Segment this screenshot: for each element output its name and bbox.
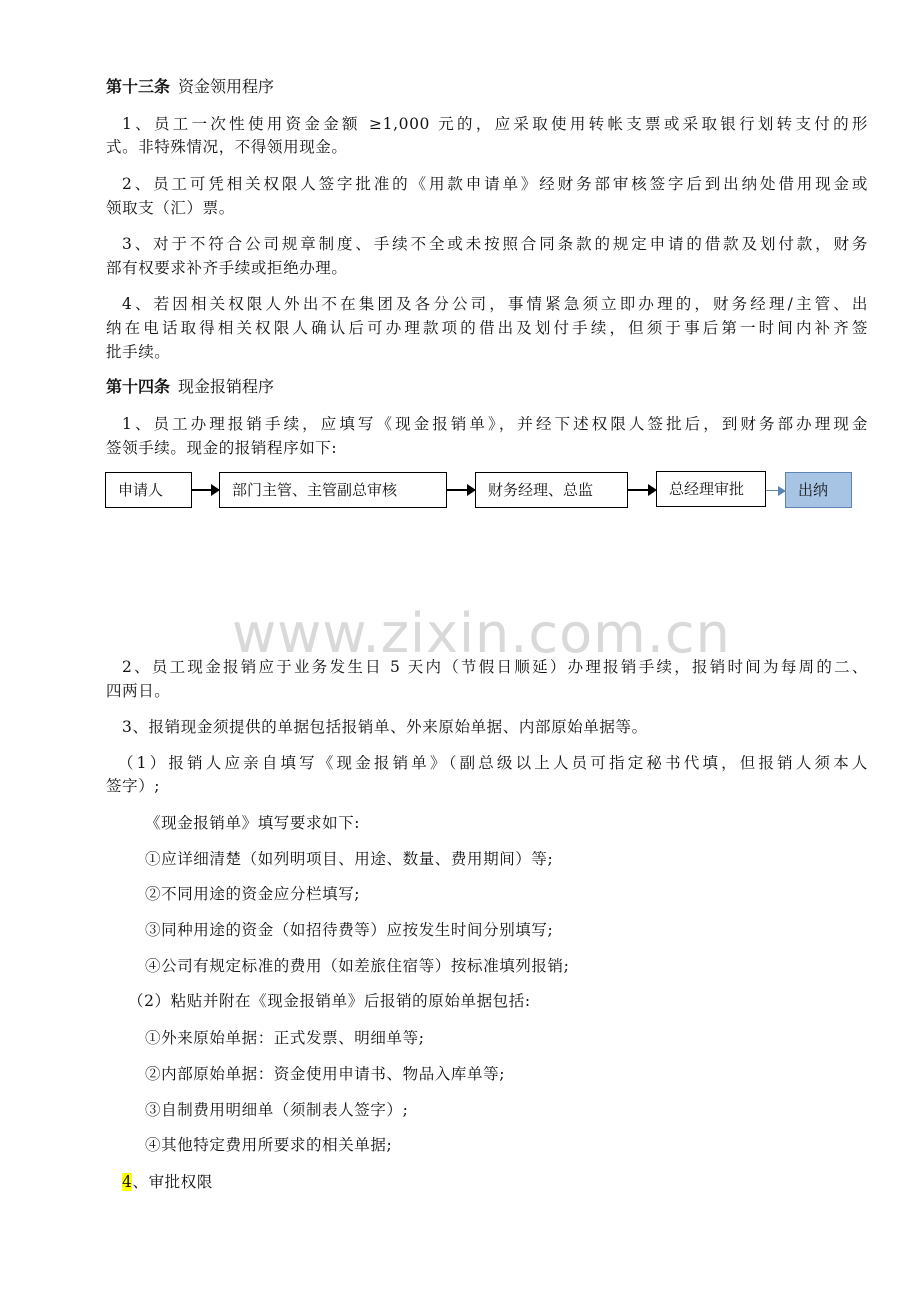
flow-arrow <box>628 489 655 491</box>
paragraph-line: 部有权要求补齐手续或拒绝办理。 <box>106 259 348 277</box>
paragraph-line: 纳在电话取得相关权限人确认后可办理款项的借出及划付手续，但须于事后第一时间内补齐签 <box>106 319 868 337</box>
article-14-label: 第十四条 <box>106 377 171 396</box>
paragraph-line: 3、报销现金须提供的单据包括报销单、外来原始单据、内部原始单据等。 <box>122 718 648 736</box>
section-4-text: 、审批权限 <box>132 1173 213 1191</box>
flow-step-finance: 财务经理、总监 <box>475 472 628 508</box>
paragraph-line: 1、员工办理报销手续，应填写《现金报销单》，并经下述权限人签批后，到财务部办理现金 <box>122 415 868 433</box>
paragraph-line: 4、若因相关权限人外出不在集团及各分公司，事情紧急须立即办理的，财务经理/主管、出 <box>122 295 868 313</box>
list-item: ①外来原始单据：正式发票、明细单等; <box>145 1029 425 1047</box>
paragraph-line: 签字）; <box>106 777 161 795</box>
paragraph-line: （2）粘贴并附在《现金报销单》后报销的原始单据包括: <box>128 992 531 1010</box>
flow-arrow <box>766 490 784 491</box>
list-item: ①应详细清楚（如列明项目、用途、数量、费用期间）等; <box>145 850 554 868</box>
paragraph-line: 《现金报销单》填写要求如下: <box>145 814 361 832</box>
paragraph-line: 式。非特殊情况，不得领用现金。 <box>106 138 348 156</box>
flow-arrow <box>192 489 218 491</box>
article-13-label: 第十三条 <box>106 77 171 96</box>
flow-step-gm-approval: 总经理审批 <box>656 471 766 507</box>
paragraph-line: 领取支（汇）票。 <box>106 199 235 217</box>
watermark: www.zixin.com.cn <box>232 602 731 665</box>
paragraph-line: 3、对于不符合公司规章制度、手续不全或未按照合同条款的规定申请的借款及划付款，财务 <box>122 235 868 253</box>
paragraph-line: 2、员工现金报销应于业务发生日 5 天内（节假日顺延）办理报销手续，报销时间为每周的二、 <box>122 658 868 676</box>
flow-arrow <box>447 489 474 491</box>
paragraph-line: 1、员工一次性使用资金金额 ≥1,000 元的，应采取使用转帐支票或采取银行划转支付的形 <box>122 115 868 133</box>
paragraph-line: 2、员工可凭相关权限人签字批准的《用款申请单》经财务部审核签字后到出纳处借用现金或 <box>122 175 868 193</box>
flow-step-dept-review: 部门主管、主管副总审核 <box>219 472 447 508</box>
flow-step-applicant: 申请人 <box>105 472 192 508</box>
list-item: ③同种用途的资金（如招待费等）应按发生时间分别填写; <box>145 921 554 939</box>
paragraph-line: 批手续。 <box>106 343 171 361</box>
list-item: ③自制费用明细单（须制表人签字）; <box>145 1101 409 1119</box>
paragraph-line: 四两日。 <box>106 682 171 700</box>
flow-step-cashier: 出纳 <box>785 472 852 508</box>
paragraph-line: （1）报销人应亲自填写《现金报销单》（副总级以上人员可指定秘书代填，但报销人须本人 <box>118 754 868 772</box>
highlighted-number: 4 <box>122 1173 133 1191</box>
list-item: ④公司有规定标准的费用（如差旅住宿等）按标准填列报销; <box>145 957 570 975</box>
paragraph-line: 签领手续。现金的报销程序如下: <box>106 439 338 457</box>
article-14-title: 现金报销程序 <box>178 377 275 396</box>
article-14-heading <box>106 376 274 398</box>
list-item: ②内部原始单据：资金使用申请书、物品入库单等; <box>145 1065 506 1083</box>
list-item: ④其他特定费用所要求的相关单据; <box>145 1136 393 1154</box>
article-13-title: 资金领用程序 <box>178 77 275 96</box>
section-4-heading <box>122 1171 422 1193</box>
article-13-heading <box>106 76 274 98</box>
list-item: ②不同用途的资金应分栏填写; <box>145 885 361 903</box>
